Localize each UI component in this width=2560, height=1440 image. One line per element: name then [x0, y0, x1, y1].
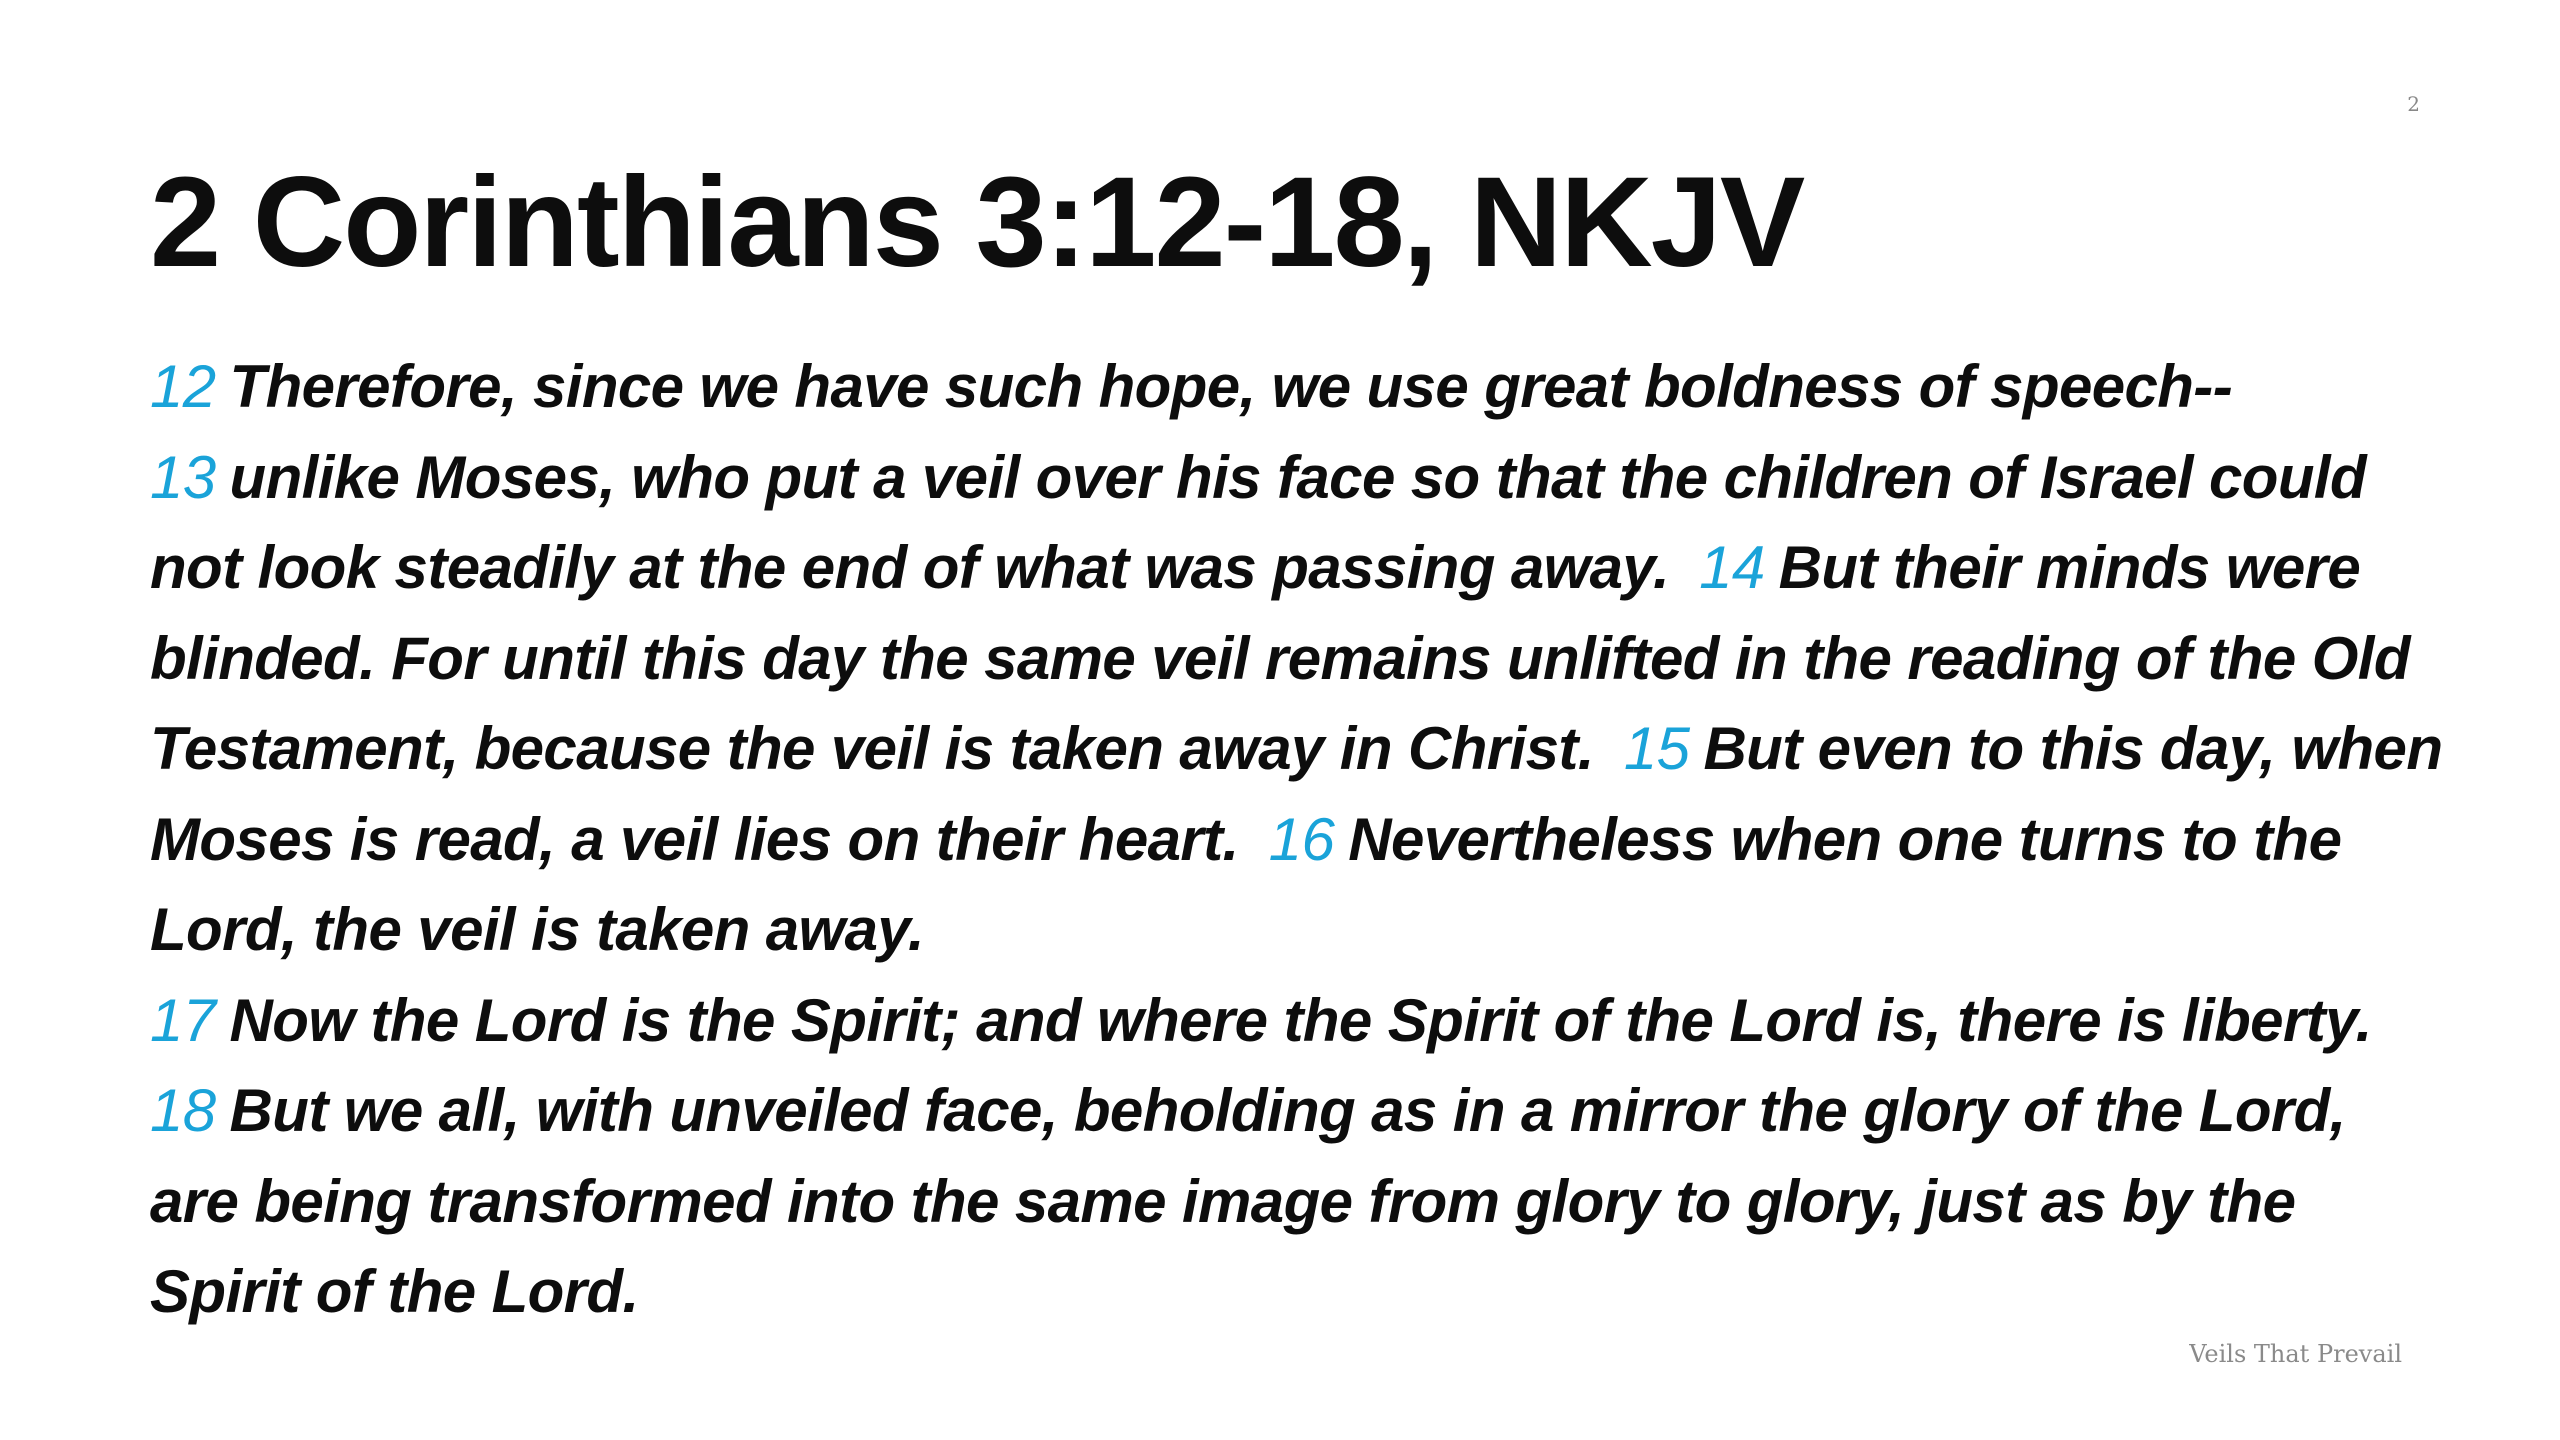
verse-text: Therefore, since we have such hope, we use great boldness of speech-- — [229, 353, 2233, 420]
verse-text: Nevertheless when one turns to the Lord, the veil is taken away. — [150, 805, 2342, 963]
verse-text: But even to this day, when Moses is read, a veil lies on their heart. — [150, 715, 2443, 873]
slide-title: 2 Corinthians 3:12-18, NKJV — [150, 151, 1804, 294]
scripture-passage — [150, 342, 2450, 1338]
verse — [150, 353, 2246, 420]
verse-number: 13 — [150, 443, 216, 511]
verse-text: But their minds were blinded. For until this day the same veil remains unlifted in the reading of the Old Testament, because the veil is taken away in Christ. — [150, 534, 2410, 782]
verse-number: 16 — [1268, 805, 1335, 873]
verse-number: 18 — [150, 1077, 216, 1144]
verse-number: 15 — [1623, 715, 1690, 782]
verse — [150, 1077, 2346, 1325]
verse-text: unlike Moses, who put a veil over his face so that the children of Israel could not look steadily at the end of what was passing away. — [150, 443, 2366, 601]
verse — [150, 987, 2386, 1054]
verse-number: 12 — [150, 353, 216, 420]
footer-series-title: Veils That Prevail — [2189, 1340, 2402, 1368]
verse-text: But we all, with unveiled face, beholding as in a mirror the glory of the Lord, are being transformed into the same image from glory to glory, just as by the Spirit of the Lord. — [150, 1077, 2346, 1325]
page-number: 2 — [2407, 92, 2420, 116]
verse-number: 14 — [1699, 534, 1765, 601]
verse-text: Now the Lord is the Spirit; and where the Spirit of the Lord is, there is liberty. — [229, 986, 2372, 1054]
verse-number: 17 — [150, 986, 216, 1054]
